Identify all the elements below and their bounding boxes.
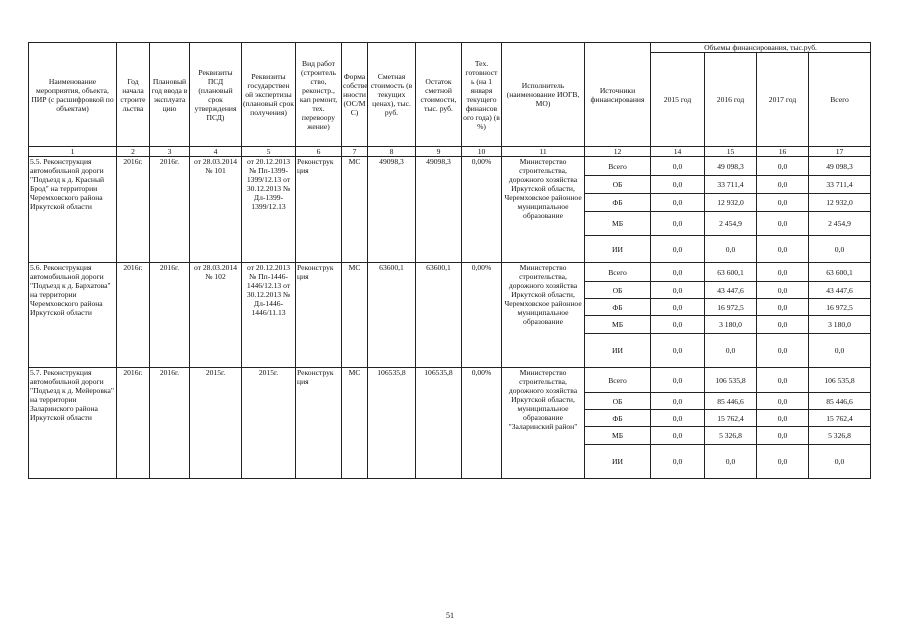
- expertise-details: от 20.12.2013 № Пп-1446-1446/12.13 от 30.12.2013 № Дл-1446-1446/11.13: [242, 263, 296, 368]
- remaining-cost: 63600,1: [416, 263, 462, 368]
- remaining-cost: 49098,3: [416, 157, 462, 263]
- work-type: Реконструк ция: [296, 368, 342, 479]
- value-2017: 0,0: [757, 282, 809, 299]
- col-number: 5: [242, 147, 296, 157]
- estimate-cost: 49098,3: [368, 157, 416, 263]
- col-header-remaining: Остаток сметной стоимости, тыс. руб.: [416, 43, 462, 147]
- col-header-estimate: Сметная стоимость (в текущих ценах), тыс. руб.: [368, 43, 416, 147]
- value-2015: 0,0: [651, 393, 705, 410]
- funding-source: Всего: [585, 157, 651, 176]
- funding-source: ОБ: [585, 176, 651, 194]
- funding-source: ИИ: [585, 236, 651, 263]
- col-header-name: Наименование мероприятия, объекта, ПИР (с расшифровкой по объектам): [29, 43, 117, 147]
- funding-source: ФБ: [585, 410, 651, 427]
- value-2017: 0,0: [757, 334, 809, 368]
- psd-details: от 28.03.2014 № 101: [190, 157, 242, 263]
- value-2017: 0,0: [757, 194, 809, 212]
- value-2015: 0,0: [651, 445, 705, 479]
- plan-year: 2016г.: [150, 263, 190, 368]
- ownership: МС: [342, 263, 368, 368]
- readiness: 0,00%: [462, 368, 502, 479]
- plan-year: 2016г.: [150, 157, 190, 263]
- col-number: 15: [705, 147, 757, 157]
- psd-details: 2015г.: [190, 368, 242, 479]
- value-2015: 0,0: [651, 282, 705, 299]
- col-header-volumes: Объемы финансирования, тыс.руб.: [651, 43, 871, 53]
- funding-source: МБ: [585, 427, 651, 445]
- col-number: 10: [462, 147, 502, 157]
- funding-source: ИИ: [585, 334, 651, 368]
- value-2017: 0,0: [757, 316, 809, 334]
- col-number: 3: [150, 147, 190, 157]
- value-2017: 0,0: [757, 445, 809, 479]
- col-number: 17: [809, 147, 871, 157]
- table-row: [29, 368, 871, 393]
- value-total: 2 454,9: [809, 212, 871, 236]
- start-year: 2016г.: [117, 157, 150, 263]
- col-number: 4: [190, 147, 242, 157]
- col-header-work-type: Вид работ (строитель ство, реконстр., кап ремонт, тех. перевоору жение): [296, 43, 342, 147]
- funding-source: ФБ: [585, 194, 651, 212]
- ownership: МС: [342, 368, 368, 479]
- col-header-total: Всего: [809, 53, 871, 147]
- value-total: 12 932,0: [809, 194, 871, 212]
- value-2017: 0,0: [757, 410, 809, 427]
- value-2016: 2 454,9: [705, 212, 757, 236]
- table-row: [29, 263, 871, 282]
- value-total: 33 711,4: [809, 176, 871, 194]
- work-type: Реконструк ция: [296, 263, 342, 368]
- value-total: 106 535,8: [809, 368, 871, 393]
- object-name: 5.6. Реконструкция автомобильной дороги "Подъезд к д. Бархатова" на территории Черемховского района Иркутской области: [29, 263, 117, 368]
- ownership: МС: [342, 157, 368, 263]
- object-name: 5.7. Реконструкция автомобильной дороги "Подъезд к д. Мейеровка" на территории Заларинского района Иркутской области: [29, 368, 117, 479]
- value-2016: 106 535,8: [705, 368, 757, 393]
- value-total: 43 447,6: [809, 282, 871, 299]
- value-2015: 0,0: [651, 316, 705, 334]
- page-number: 51: [446, 611, 454, 620]
- value-total: 0,0: [809, 445, 871, 479]
- funding-source: Всего: [585, 368, 651, 393]
- col-number: 7: [342, 147, 368, 157]
- value-2015: 0,0: [651, 176, 705, 194]
- value-2016: 0,0: [705, 236, 757, 263]
- value-total: 5 326,8: [809, 427, 871, 445]
- col-header-plan-year: Плановый год ввода в эксплуата цию: [150, 43, 190, 147]
- psd-details: от 28.03.2014 № 102: [190, 263, 242, 368]
- work-type: Реконструк ция: [296, 157, 342, 263]
- funding-source: МБ: [585, 212, 651, 236]
- value-2016: 43 447,6: [705, 282, 757, 299]
- value-total: 49 098,3: [809, 157, 871, 176]
- value-2016: 16 972,5: [705, 299, 757, 316]
- col-header-executor: Исполнитель (наименование ИОГВ, МО): [502, 43, 585, 147]
- col-number: 14: [651, 147, 705, 157]
- table-row: [29, 157, 871, 176]
- funding-source: ОБ: [585, 282, 651, 299]
- value-2016: 0,0: [705, 334, 757, 368]
- value-2016: 3 180,0: [705, 316, 757, 334]
- value-2017: 0,0: [757, 157, 809, 176]
- financing-table: [28, 42, 871, 479]
- funding-source: ФБ: [585, 299, 651, 316]
- value-2016: 0,0: [705, 445, 757, 479]
- col-header-sources: Источники финансирования: [585, 43, 651, 147]
- col-header-expertise: Реквизиты государствен ой экспертизы (плановый срок получения): [242, 43, 296, 147]
- expertise-details: от 20.12.2013 № Пп-1399-1399/12.13 от 30.12.2013 № Дл-1399-1399/12.13: [242, 157, 296, 263]
- col-number: 12: [585, 147, 651, 157]
- funding-source: МБ: [585, 316, 651, 334]
- column-number-row: [29, 147, 871, 157]
- value-2016: 5 326,8: [705, 427, 757, 445]
- estimate-cost: 106535,8: [368, 368, 416, 479]
- value-2015: 0,0: [651, 410, 705, 427]
- value-total: 16 972,5: [809, 299, 871, 316]
- col-header-2015: 2015 год: [651, 53, 705, 147]
- value-2017: 0,0: [757, 236, 809, 263]
- col-header-2017: 2017 год: [757, 53, 809, 147]
- value-total: 0,0: [809, 334, 871, 368]
- executor: Министерство строительства, дорожного хозяйства Иркутской области, Черемховское районное муниципальное образование: [502, 157, 585, 263]
- value-2015: 0,0: [651, 194, 705, 212]
- funding-source: Всего: [585, 263, 651, 282]
- col-number: 16: [757, 147, 809, 157]
- value-2017: 0,0: [757, 263, 809, 282]
- col-number: 1: [29, 147, 117, 157]
- remaining-cost: 106535,8: [416, 368, 462, 479]
- expertise-details: 2015г.: [242, 368, 296, 479]
- value-2016: 12 932,0: [705, 194, 757, 212]
- col-header-start-year: Год начала строите льства: [117, 43, 150, 147]
- value-2017: 0,0: [757, 368, 809, 393]
- value-2016: 85 446,6: [705, 393, 757, 410]
- executor: Министерство строительства, дорожного хозяйства Иркутской области, Черемховское районное муниципальное образование: [502, 263, 585, 368]
- value-2017: 0,0: [757, 212, 809, 236]
- funding-source: ИИ: [585, 445, 651, 479]
- value-2015: 0,0: [651, 334, 705, 368]
- col-header-psd: Реквизиты ПСД (плановый срок утверждения ПСД): [190, 43, 242, 147]
- col-header-ownership: Форма собстве нности (ОС/М С): [342, 43, 368, 147]
- col-header-readiness: Тех. готовност ь (на 1 января текущего финансов ого года) (в %): [462, 43, 502, 147]
- col-number: 11: [502, 147, 585, 157]
- executor: Министерство строительства, дорожного хозяйства Иркутской области, муниципальное образование "Заларинский район": [502, 368, 585, 479]
- value-2017: 0,0: [757, 393, 809, 410]
- readiness: 0,00%: [462, 157, 502, 263]
- value-2017: 0,0: [757, 176, 809, 194]
- value-2015: 0,0: [651, 368, 705, 393]
- value-total: 0,0: [809, 236, 871, 263]
- readiness: 0,00%: [462, 263, 502, 368]
- value-2015: 0,0: [651, 157, 705, 176]
- value-2015: 0,0: [651, 299, 705, 316]
- col-number: 6: [296, 147, 342, 157]
- col-number: 2: [117, 147, 150, 157]
- value-total: 3 180,0: [809, 316, 871, 334]
- value-2017: 0,0: [757, 427, 809, 445]
- col-number: 8: [368, 147, 416, 157]
- value-total: 85 446,6: [809, 393, 871, 410]
- value-total: 15 762,4: [809, 410, 871, 427]
- value-2016: 15 762,4: [705, 410, 757, 427]
- value-2015: 0,0: [651, 236, 705, 263]
- start-year: 2016г.: [117, 368, 150, 479]
- start-year: 2016г.: [117, 263, 150, 368]
- value-2016: 63 600,1: [705, 263, 757, 282]
- value-2016: 33 711,4: [705, 176, 757, 194]
- value-2015: 0,0: [651, 427, 705, 445]
- object-name: 5.5. Реконструкция автомобильной дороги "Подъезд к д. Красный Брод" на территории Черемховского района Иркутской области: [29, 157, 117, 263]
- value-2017: 0,0: [757, 299, 809, 316]
- col-header-2016: 2016 год: [705, 53, 757, 147]
- value-2015: 0,0: [651, 212, 705, 236]
- funding-source: ОБ: [585, 393, 651, 410]
- estimate-cost: 63600,1: [368, 263, 416, 368]
- value-2016: 49 098,3: [705, 157, 757, 176]
- col-number: 9: [416, 147, 462, 157]
- value-2015: 0,0: [651, 263, 705, 282]
- value-total: 63 600,1: [809, 263, 871, 282]
- plan-year: 2016г.: [150, 368, 190, 479]
